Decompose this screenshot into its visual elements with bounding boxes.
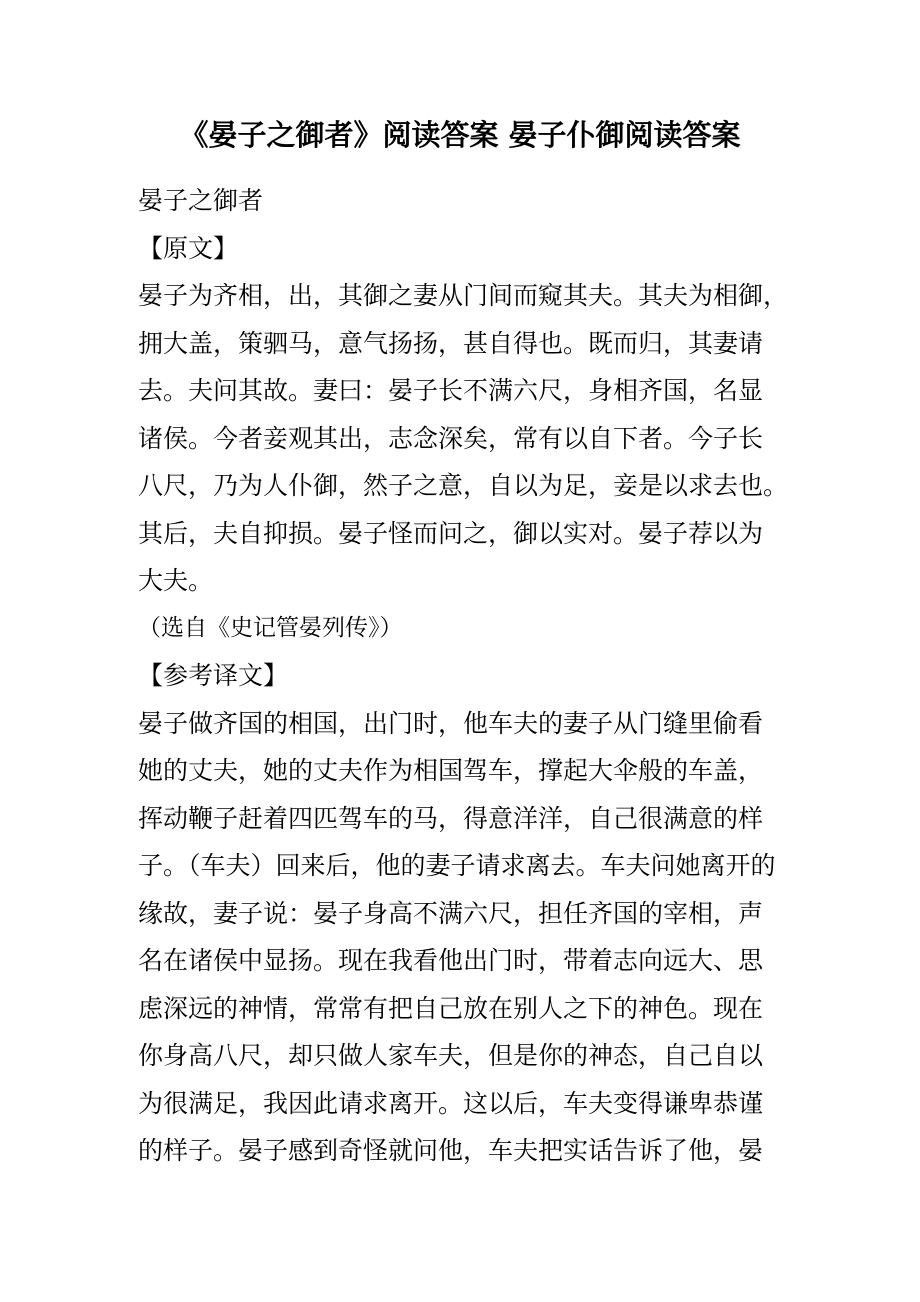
text-line: 拥大盖，策驷马，意气扬扬，甚自得也。既而归，其妻请 — [138, 328, 764, 358]
text-line: 诸侯。今者妾观其出，志念深矣，常有以自下者。今子长 — [138, 423, 764, 453]
section-heading: 晏子之御者 — [138, 186, 264, 215]
text-line: 的样子。晏子感到奇怪就问他，车夫把实话告诉了他，晏 — [138, 1136, 764, 1165]
source-citation: （选自《史记管晏列传》） — [138, 614, 403, 641]
text-line: 缘故，妻子说：晏子身高不满六尺，担任齐国的宰相，声 — [138, 898, 764, 928]
translation-heading: 【参考译文】 — [138, 661, 289, 690]
text-line: 为很满足，我因此请求离开。这以后，车夫变得谦卑恭谨 — [138, 1088, 764, 1118]
text-line: 挥动鞭子赶着四匹驾车的马，得意洋洋，自己很满意的样 — [138, 803, 764, 833]
text-line: 她的丈夫，她的丈夫作为相国驾车，撑起大伞般的车盖， — [138, 756, 764, 785]
text-line: 虑深远的神情，常常有把自己放在别人之下的神色。现在 — [138, 993, 764, 1023]
text-line: 其后，夫自抑损。晏子怪而问之，御以实对。晏子荐以为 — [138, 518, 764, 548]
text-line: 晏子为齐相，出，其御之妻从门间而窥其夫。其夫为相御， — [138, 281, 789, 310]
text-line: 名在诸侯中显扬。现在我看他出门时，带着志向远大、思 — [138, 946, 764, 975]
original-text-heading: 【原文】 — [138, 233, 239, 263]
text-line: 晏子做齐国的相国，出门时，他车夫的妻子从门缝里偷看 — [138, 708, 764, 738]
document-title: 《晏子之御者》阅读答案 晏子仆御阅读答案 — [179, 118, 741, 152]
text-line: 子。（车夫）回来后，他的妻子请求离去。车夫问她离开的 — [138, 851, 776, 880]
document-body — [138, 177, 798, 1175]
text-line: 去。夫问其故。妻曰：晏子长不满六尺，身相齐国，名显 — [138, 376, 764, 405]
text-line: 大夫。 — [138, 566, 214, 595]
text-line: 八尺，乃为人仆御，然子之意，自以为足，妾是以求去也。 — [138, 471, 789, 500]
text-line: 你身高八尺，却只做人家车夫，但是你的神态，自己自以 — [138, 1041, 764, 1070]
